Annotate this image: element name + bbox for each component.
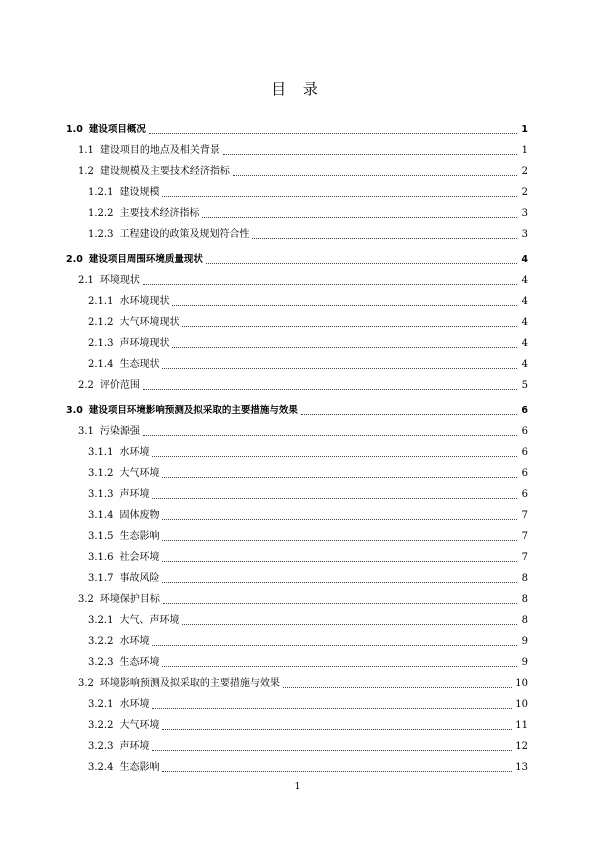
toc-entry[interactable] — [66, 221, 528, 242]
dot-leader — [143, 283, 517, 285]
toc-entry-number: 3.2.1 — [88, 699, 114, 710]
dot-leader — [252, 237, 517, 239]
toc-entry-text: 事故风险 — [119, 573, 160, 584]
toc-entry[interactable] — [66, 628, 528, 649]
dot-leader — [206, 262, 517, 264]
toc-entry-number: 3.1.7 — [88, 573, 114, 584]
toc-entry[interactable] — [66, 649, 528, 670]
toc-entry-number: 3.2.1 — [88, 615, 114, 626]
toc-entry[interactable] — [66, 137, 528, 158]
toc-entry[interactable] — [66, 158, 528, 179]
toc-entry-text: 声环境 — [119, 489, 150, 500]
dot-leader — [149, 132, 517, 134]
dot-leader — [202, 216, 517, 218]
toc-entry-page: 1 — [521, 124, 528, 135]
toc-entry-page: 2 — [521, 187, 528, 198]
toc-entry-number: 1.2.1 — [88, 187, 114, 198]
toc-entry-text: 建设项目周围环境质量现状 — [88, 254, 203, 265]
toc-entry-number: 1.2.3 — [88, 229, 114, 240]
toc-entry-number: 3.1.5 — [88, 531, 114, 542]
toc-entry-number: 1.1 — [78, 145, 94, 156]
toc-entry[interactable] — [66, 200, 528, 221]
dot-leader — [233, 174, 517, 176]
toc-entry-page: 13 — [515, 762, 528, 773]
toc-entry-page: 4 — [521, 317, 528, 328]
toc-entry-page: 4 — [521, 296, 528, 307]
toc-entry[interactable] — [66, 351, 528, 372]
toc-entry[interactable] — [66, 670, 528, 691]
toc-entry-page: 6 — [521, 447, 528, 458]
toc-entry-number: 3.1.6 — [88, 552, 114, 563]
toc-entry[interactable] — [66, 586, 528, 607]
toc-entry-page: 11 — [515, 720, 528, 731]
dot-leader — [152, 749, 512, 751]
toc-entry-text: 生态环境 — [119, 657, 160, 668]
toc-entry[interactable] — [66, 565, 528, 586]
toc-entry[interactable] — [66, 309, 528, 330]
toc-entry[interactable] — [66, 712, 528, 733]
dot-leader — [172, 346, 517, 348]
toc-entry-text: 社会环境 — [119, 552, 160, 563]
toc-entry[interactable] — [66, 267, 528, 288]
toc-entry[interactable] — [66, 523, 528, 544]
toc-entry-page: 4 — [521, 338, 528, 349]
page-number: 1 — [294, 782, 301, 792]
toc-entry-number: 1.2.2 — [88, 208, 114, 219]
dot-leader — [162, 581, 517, 583]
toc-entry-text: 水环境现状 — [119, 296, 170, 307]
dot-leader — [162, 665, 517, 667]
toc-entry-number: 2.1.2 — [88, 317, 114, 328]
toc-entry-text: 污染源强 — [99, 426, 140, 437]
toc-entry[interactable] — [66, 754, 528, 775]
dot-leader — [162, 728, 512, 730]
dot-leader — [162, 770, 512, 772]
toc-entry[interactable] — [66, 439, 528, 460]
table-of-contents — [66, 112, 528, 775]
toc-entry-page: 4 — [521, 254, 528, 265]
dot-leader — [162, 195, 517, 197]
toc-entry-page: 7 — [521, 510, 528, 521]
toc-entry-text: 环境影响预测及拟采取的主要措施与效果 — [99, 678, 280, 689]
toc-entry[interactable] — [66, 246, 528, 267]
toc-entry-number: 1.0 — [66, 124, 83, 135]
toc-entry-number: 2.1.4 — [88, 359, 114, 370]
toc-entry[interactable] — [66, 733, 528, 754]
toc-entry-text: 生态影响 — [119, 531, 160, 542]
toc-entry-text: 声环境 — [119, 741, 150, 752]
toc-entry[interactable] — [66, 288, 528, 309]
toc-entry-text: 评价范围 — [99, 380, 140, 391]
toc-entry-page: 9 — [521, 657, 528, 668]
toc-entry[interactable] — [66, 330, 528, 351]
toc-entry-page: 4 — [521, 275, 528, 286]
toc-entry-number: 2.1.3 — [88, 338, 114, 349]
dot-leader — [143, 434, 517, 436]
toc-entry[interactable] — [66, 481, 528, 502]
toc-entry-number: 3.2.4 — [88, 762, 114, 773]
toc-entry-text: 固体废物 — [119, 510, 160, 521]
toc-entry-number: 3.1.1 — [88, 447, 114, 458]
toc-entry-number: 2.1 — [78, 275, 94, 286]
toc-entry-text: 声环境现状 — [119, 338, 170, 349]
toc-entry-page: 1 — [521, 145, 528, 156]
toc-entry-text: 建设项目的地点及相关背景 — [99, 145, 220, 156]
toc-entry-text: 生态现状 — [119, 359, 160, 370]
toc-entry[interactable] — [66, 502, 528, 523]
dot-leader — [152, 497, 517, 499]
toc-entry-number: 3.1.3 — [88, 489, 114, 500]
dot-leader — [162, 476, 517, 478]
dot-leader — [283, 686, 512, 688]
toc-entry-number: 3.1.4 — [88, 510, 114, 521]
dot-leader — [301, 413, 517, 415]
toc-entry-page: 9 — [521, 636, 528, 647]
toc-entry-number: 1.2 — [78, 166, 94, 177]
toc-entry-number: 3.2 — [78, 678, 94, 689]
toc-entry-page: 8 — [521, 615, 528, 626]
dot-leader — [172, 304, 517, 306]
dot-leader — [152, 707, 512, 709]
toc-entry-number: 3.2.2 — [88, 720, 114, 731]
toc-entry-page: 6 — [521, 489, 528, 500]
toc-entry-text: 水环境 — [119, 447, 150, 458]
toc-entry-page: 8 — [521, 573, 528, 584]
toc-entry[interactable] — [66, 544, 528, 565]
dot-leader — [162, 367, 517, 369]
toc-entry-text: 大气环境 — [119, 468, 160, 479]
toc-entry-page: 6 — [521, 468, 528, 479]
toc-entry-page: 6 — [521, 426, 528, 437]
toc-entry-page: 7 — [521, 531, 528, 542]
dot-leader — [182, 623, 517, 625]
dot-leader — [163, 602, 517, 604]
toc-entry-page: 3 — [521, 208, 528, 219]
toc-entry[interactable] — [66, 179, 528, 200]
toc-entry-text: 建设规模及主要技术经济指标 — [99, 166, 230, 177]
toc-entry-page: 3 — [521, 229, 528, 240]
toc-entry-text: 建设规模 — [119, 187, 160, 198]
toc-entry-page: 5 — [521, 380, 528, 391]
toc-entry-text: 环境保护目标 — [99, 594, 160, 605]
toc-entry-text: 环境现状 — [99, 275, 140, 286]
dot-leader — [152, 455, 517, 457]
toc-entry-number: 3.0 — [66, 405, 83, 416]
toc-entry-text: 建设项目环境影响预测及拟采取的主要措施与效果 — [88, 405, 298, 416]
toc-entry-number: 2.2 — [78, 380, 94, 391]
toc-entry[interactable] — [66, 372, 528, 393]
toc-entry-text: 建设项目概况 — [88, 124, 146, 135]
toc-entry-number: 3.2.2 — [88, 636, 114, 647]
toc-title: 目 录 — [271, 80, 324, 98]
toc-entry-number: 2.1.1 — [88, 296, 114, 307]
toc-entry-number: 3.2 — [78, 594, 94, 605]
toc-entry-number: 3.2.3 — [88, 741, 114, 752]
toc-entry[interactable] — [66, 397, 528, 418]
toc-entry-number: 2.0 — [66, 254, 83, 265]
toc-entry-text: 水环境 — [119, 636, 150, 647]
toc-entry-text: 生态影响 — [119, 762, 160, 773]
toc-entry-page: 8 — [521, 594, 528, 605]
toc-entry-page: 10 — [515, 699, 528, 710]
dot-leader — [152, 644, 517, 646]
toc-entry[interactable] — [66, 607, 528, 628]
toc-entry-text: 大气、声环境 — [119, 615, 180, 626]
toc-entry-number: 3.1.2 — [88, 468, 114, 479]
toc-entry-text: 工程建设的政策及规划符合性 — [119, 229, 250, 240]
toc-entry-page: 6 — [521, 405, 528, 416]
toc-entry-number: 3.2.3 — [88, 657, 114, 668]
toc-entry-page: 4 — [521, 359, 528, 370]
toc-entry[interactable] — [66, 691, 528, 712]
toc-entry-text: 水环境 — [119, 699, 150, 710]
toc-entry-page: 10 — [515, 678, 528, 689]
toc-entry-text: 主要技术经济指标 — [119, 208, 200, 219]
toc-entry-number: 3.1 — [78, 426, 94, 437]
toc-entry[interactable] — [66, 116, 528, 137]
dot-leader — [143, 388, 517, 390]
toc-entry[interactable] — [66, 460, 528, 481]
dot-leader — [162, 518, 517, 520]
toc-entry-page: 2 — [521, 166, 528, 177]
toc-entry-text: 大气环境现状 — [119, 317, 180, 328]
dot-leader — [223, 153, 517, 155]
toc-entry-page: 12 — [515, 741, 528, 752]
dot-leader — [182, 325, 517, 327]
toc-entry[interactable] — [66, 418, 528, 439]
toc-entry-text: 大气环境 — [119, 720, 160, 731]
dot-leader — [162, 539, 517, 541]
dot-leader — [162, 560, 517, 562]
toc-entry-page: 7 — [521, 552, 528, 563]
